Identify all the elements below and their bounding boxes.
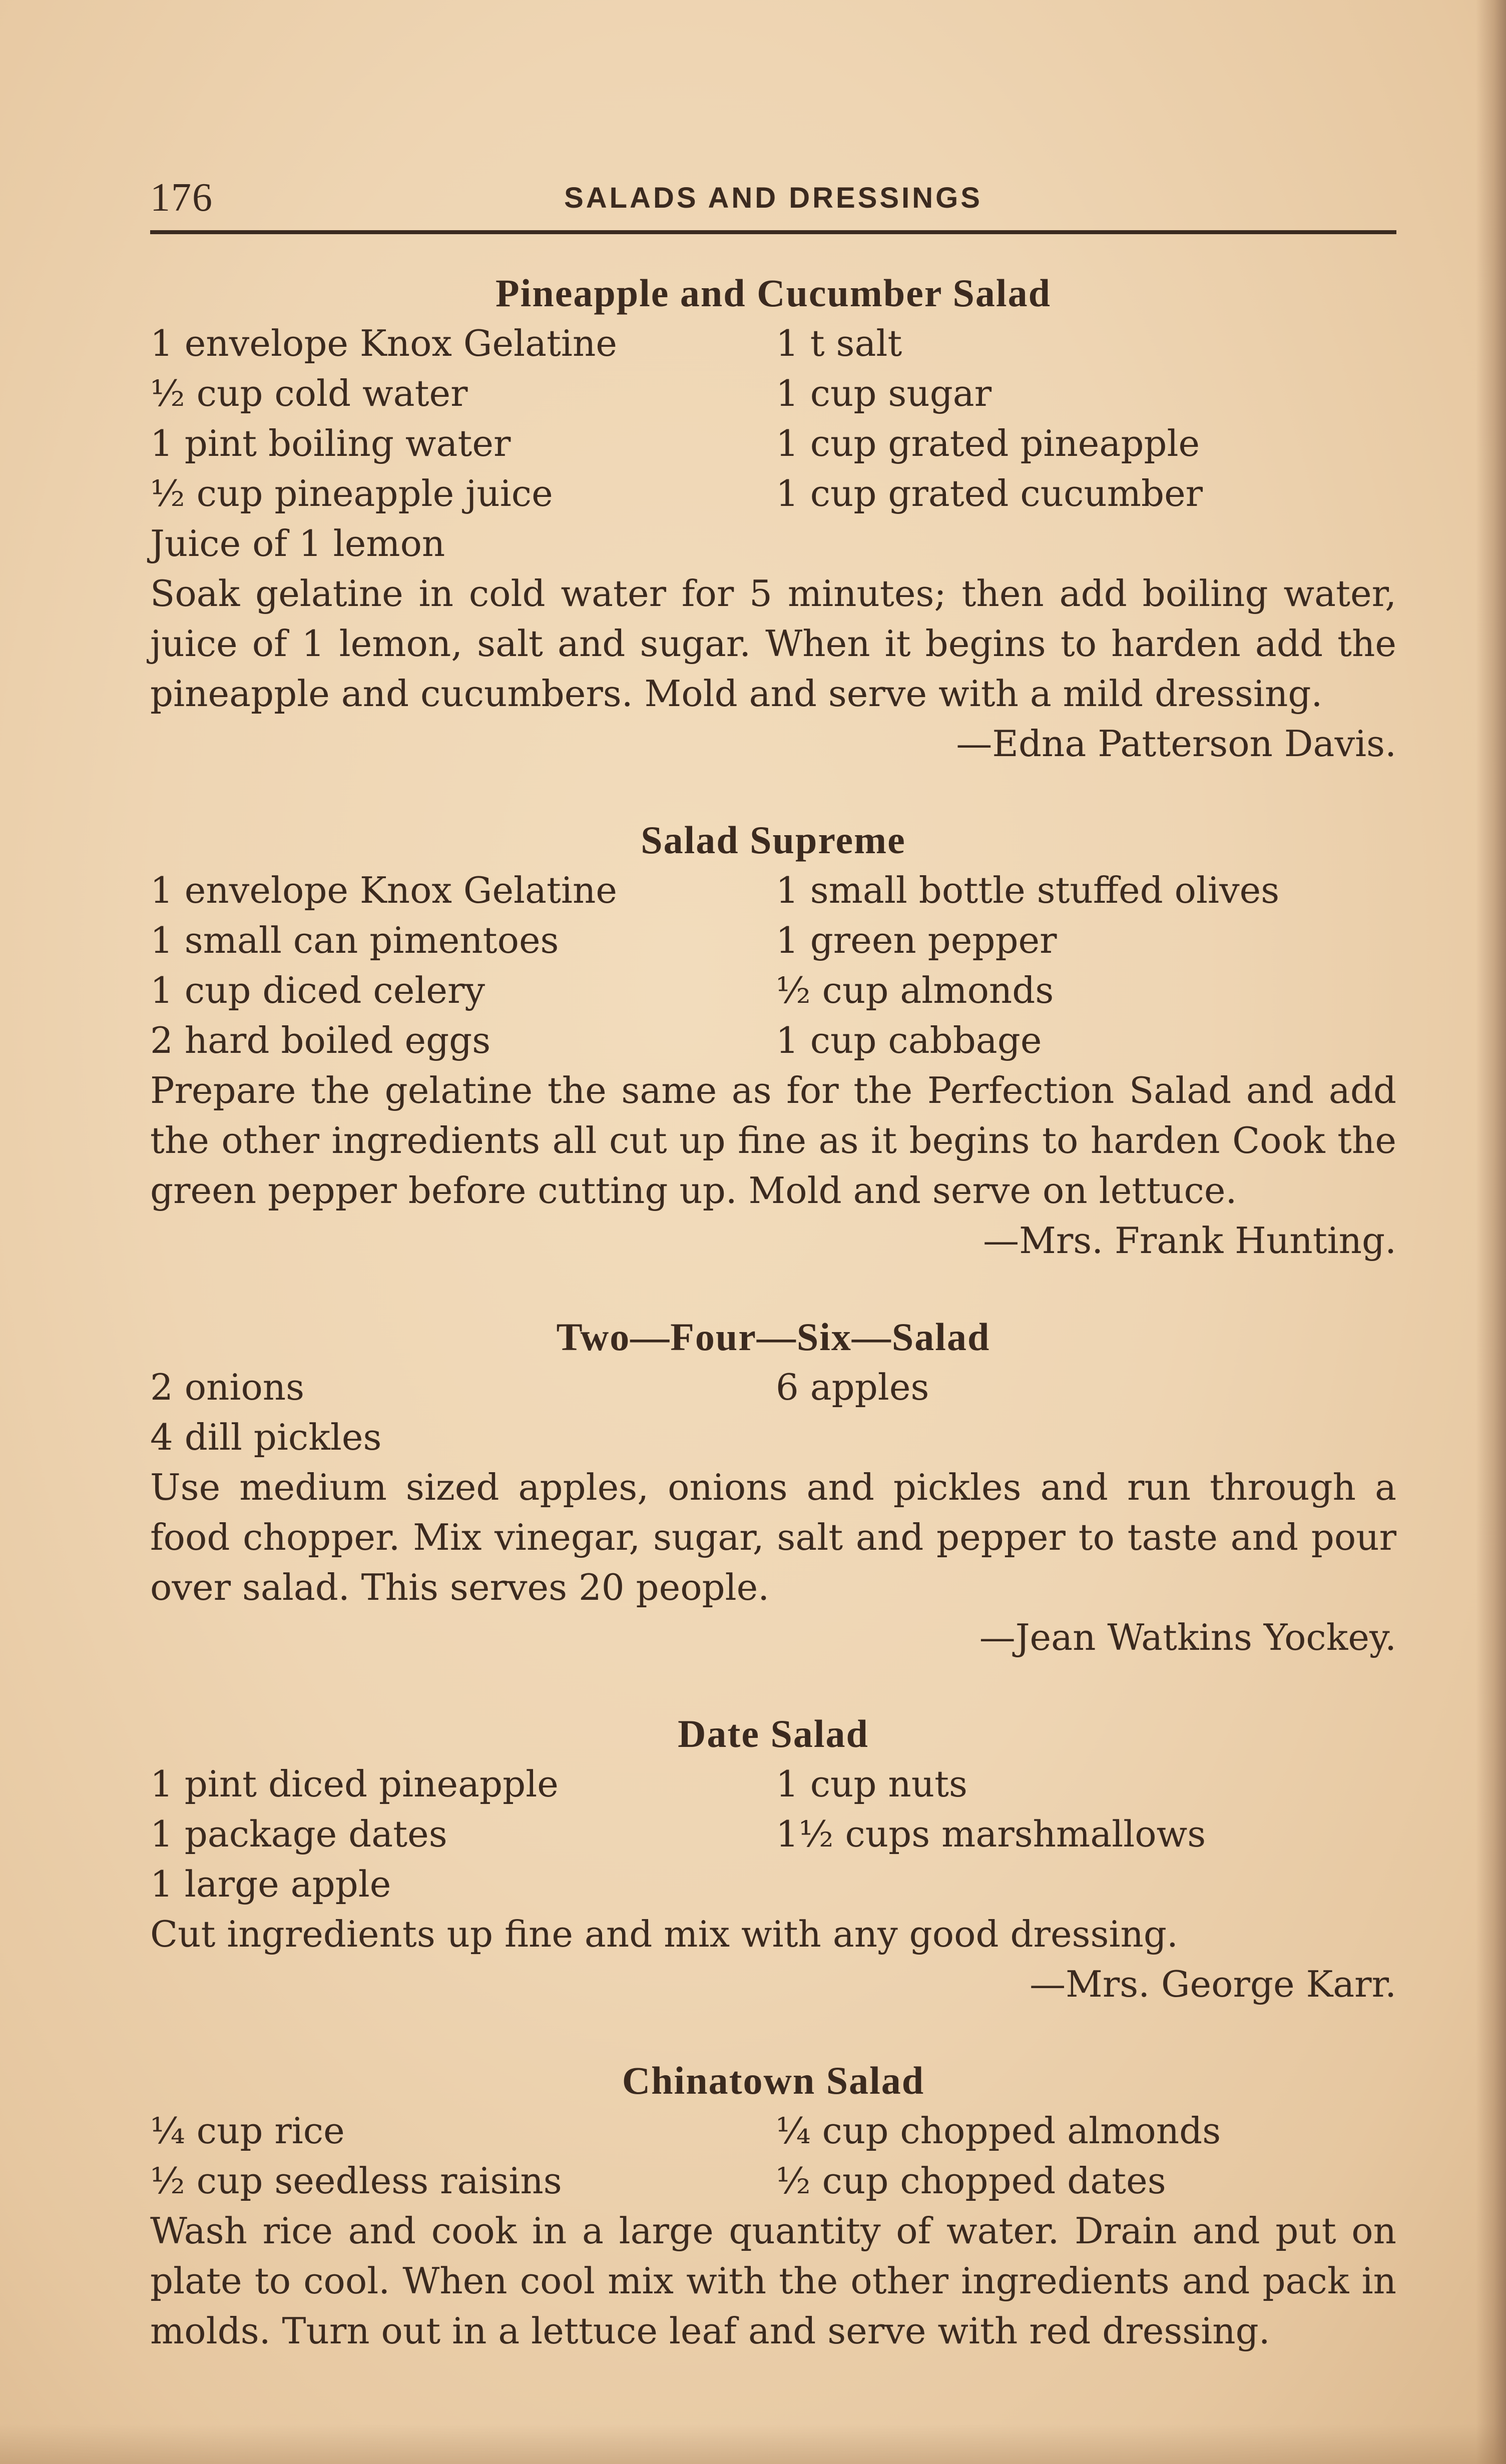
ingredient-list [150, 1362, 1396, 1462]
recipe-credit: —Mrs. Frank Hunting. [983, 1219, 1396, 1262]
running-head: SALADS AND DRESSINGS [564, 182, 982, 214]
ingredient: 1 envelope Knox Gelatine [150, 322, 617, 364]
ingredient: 1 large apple [150, 1863, 391, 1905]
page-header [150, 170, 1396, 220]
ingredient: 2 onions [150, 1366, 305, 1408]
ingredient-list [150, 318, 1396, 568]
ingredient: ¼ cup rice [150, 2110, 345, 2152]
ingredient: 1 small bottle stuffed olives [776, 869, 1280, 911]
recipe-title: Date Salad [678, 1712, 869, 1755]
ingredient: 1½ cups marshmallows [776, 1813, 1206, 1855]
ingredient: 6 apples [776, 1366, 929, 1408]
ingredient: 1 small can pimentoes [150, 919, 559, 961]
ingredient: ½ cup seedless raisins [150, 2160, 562, 2202]
recipe-method: Use medium sized apples, onions and pickles and run through a food chopper. Mix vinegar, sugar, salt and pepper to taste and pour over salad. This serves 20 people. [150, 1466, 1396, 1608]
recipe-method: Soak gelatine in cold water for 5 minutes; then add boiling water, juice of 1 lemon, salt and sugar. When it begins to harden add the pineapple and cucumbers. Mold and serve with a mild dressing. [150, 572, 1396, 715]
ingredient: Juice of 1 lemon [150, 522, 445, 564]
ingredient: 1 envelope Knox Gelatine [150, 869, 617, 911]
ingredient: ½ cup almonds [776, 969, 1054, 1011]
recipe-method: Prepare the gelatine the same as for the Perfection Salad and add the other ingredients all cut up fine as it begins to harden Cook the green pepper before cutting up. Mold and serve on lettuce. [150, 1069, 1396, 1211]
ingredient: 1 t salt [776, 322, 902, 364]
ingredient: 4 dill pickles [150, 1416, 382, 1458]
ingredient: ½ cup chopped dates [776, 2160, 1166, 2202]
recipe-credit: —Jean Watkins Yockey. [979, 1616, 1396, 1658]
ingredient: 1 green pepper [776, 919, 1057, 961]
ingredient-list [150, 1759, 1396, 1909]
page-edge-shadow [1476, 0, 1506, 2464]
page-number: 176 [150, 176, 213, 220]
recipe-method: Cut ingredients up fine and mix with any good dressing. [150, 1913, 1178, 1955]
ingredient: 1 cup nuts [776, 1763, 967, 1805]
ingredient: ¼ cup chopped almonds [776, 2110, 1221, 2152]
recipe-pineapple-cucumber-salad [150, 269, 1396, 769]
recipe-chinatown-salad [150, 2057, 1396, 2356]
ingredient: 1 package dates [150, 1813, 447, 1855]
recipe-credit: —Mrs. George Karr. [1030, 1963, 1396, 2005]
recipe-title: Pineapple and Cucumber Salad [495, 271, 1051, 315]
ingredient: 1 cup diced celery [150, 969, 485, 1011]
ingredient: 1 cup grated cucumber [776, 472, 1203, 514]
page-content [150, 170, 1396, 2403]
recipe-title: Salad Supreme [641, 818, 906, 862]
recipe-salad-supreme [150, 816, 1396, 1266]
recipe-method: Wash rice and cook in a large quantity of water. Drain and put on plate to cool. When cool mix with the other ingredients and pack in molds. Turn out in a lettuce leaf and serve with red dressing. [150, 2210, 1396, 2352]
recipe-date-salad [150, 1710, 1396, 2009]
header-rule [150, 230, 1396, 234]
ingredient: 1 cup grated pineapple [776, 422, 1200, 464]
recipe-credit: —Edna Patterson Davis. [956, 723, 1396, 765]
ingredient: ½ cup cold water [150, 372, 468, 414]
ingredient: ½ cup pineapple juice [150, 472, 553, 514]
ingredient: 1 pint diced pineapple [150, 1763, 559, 1805]
ingredient: 1 cup cabbage [776, 1019, 1042, 1061]
ingredient-list [150, 2106, 1396, 2206]
ingredient: 1 cup sugar [776, 372, 992, 414]
ingredient-list [150, 865, 1396, 1065]
recipe-two-four-six-salad [150, 1313, 1396, 1662]
ingredient: 2 hard boiled eggs [150, 1019, 491, 1061]
recipe-title: Chinatown Salad [622, 2059, 925, 2102]
page-bottom-shadow [0, 2424, 1506, 2464]
ingredient: 1 pint boiling water [150, 422, 511, 464]
recipe-title: Two—Four—Six—Salad [556, 1315, 990, 1359]
